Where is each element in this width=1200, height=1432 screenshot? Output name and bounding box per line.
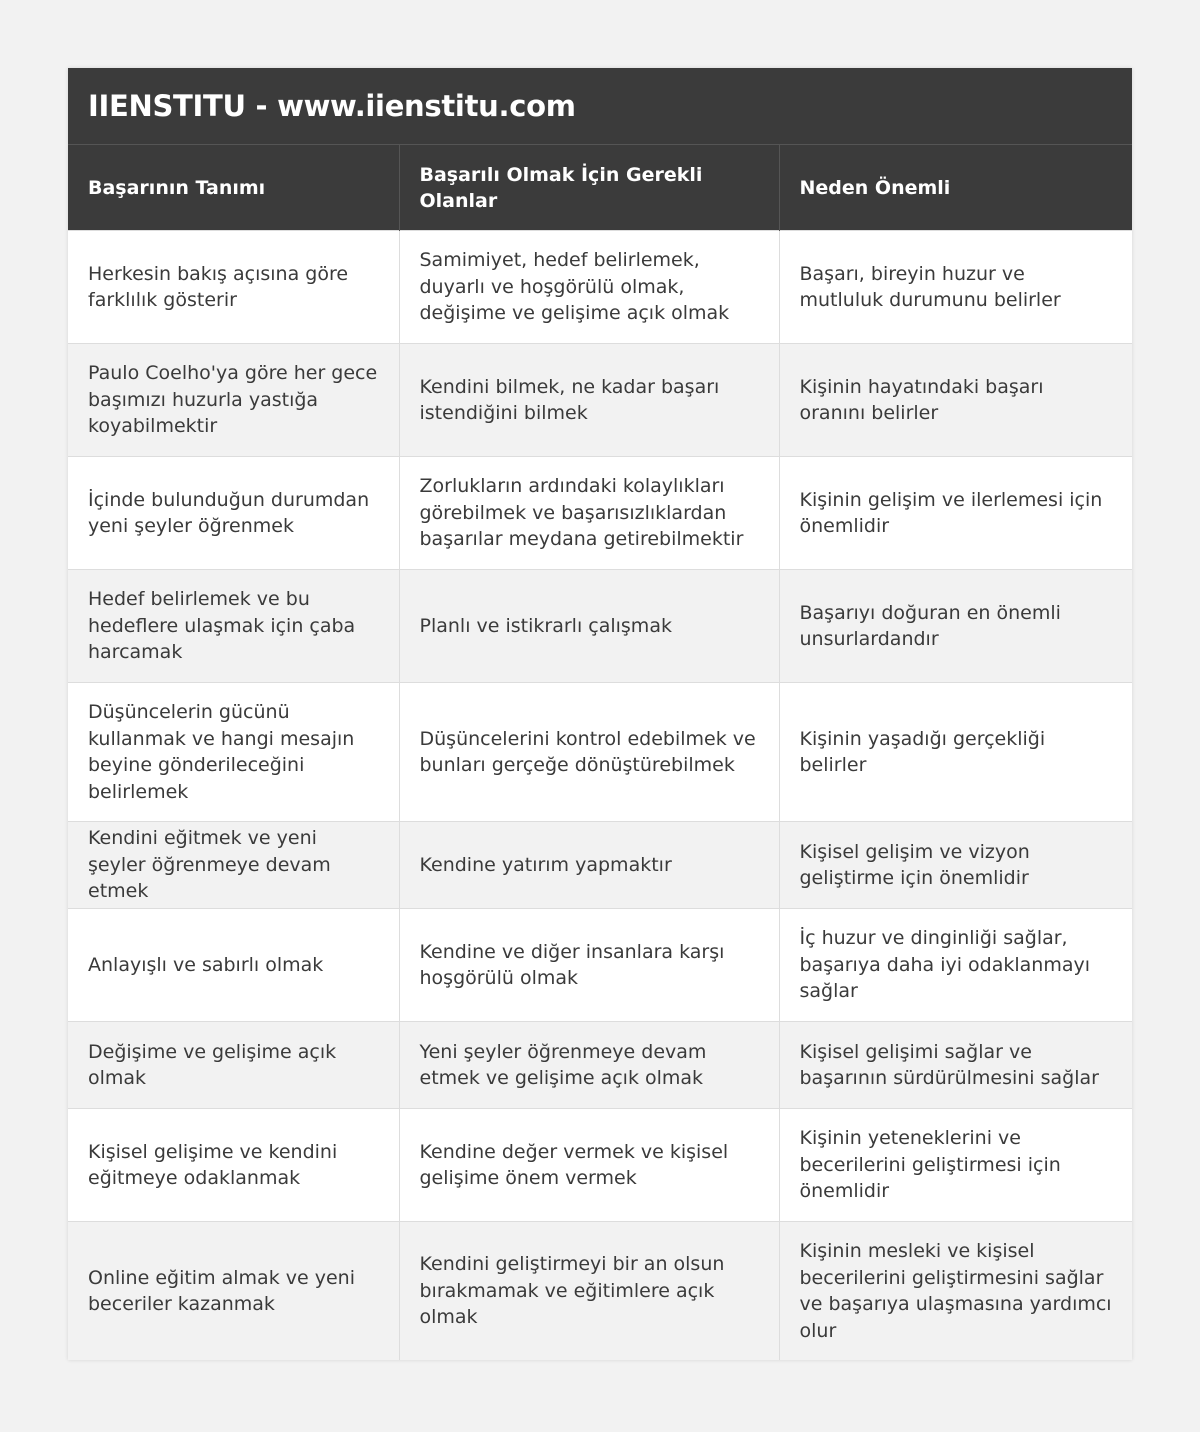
table-cell: İçinde bulunduğun durumdan yeni şeyler öğrenmek bbox=[68, 457, 399, 570]
table-row bbox=[68, 1109, 1132, 1222]
table-cell: Kişinin yaşadığı gerçekliği belirler bbox=[779, 683, 1132, 822]
table-cell: Zorlukların ardındaki kolaylıkları görebilmek ve başarısızlıklardan başarılar meydana getirebilmektir bbox=[399, 457, 779, 570]
table-row bbox=[68, 570, 1132, 683]
table-row bbox=[68, 683, 1132, 822]
table-cell: Anlayışlı ve sabırlı olmak bbox=[68, 909, 399, 1022]
table-row bbox=[68, 1022, 1132, 1109]
table-cell: Başarıyı doğuran en önemli unsurlardandır bbox=[779, 570, 1132, 683]
table-cell: Kişinin mesleki ve kişisel becerilerini geliştirmesini sağlar ve başarıya ulaşmasına yardımcı olur bbox=[779, 1222, 1132, 1361]
data-table bbox=[68, 145, 1132, 1360]
table-row bbox=[68, 457, 1132, 570]
table-cell: Kendini geliştirmeyi bir an olsun bırakmamak ve eğitimlere açık olmak bbox=[399, 1222, 779, 1361]
table-cell: Kişisel gelişimi sağlar ve başarının sürdürülmesini sağlar bbox=[779, 1022, 1132, 1109]
table-row bbox=[68, 231, 1132, 344]
table-cell: Paulo Coelho'ya göre her gece başımızı huzurla yastığa koyabilmektir bbox=[68, 344, 399, 457]
table-cell: Planlı ve istikrarlı çalışmak bbox=[399, 570, 779, 683]
table-cell: Değişime ve gelişime açık olmak bbox=[68, 1022, 399, 1109]
table-row bbox=[68, 909, 1132, 1022]
table-cell: Herkesin bakış açısına göre farklılık gösterir bbox=[68, 231, 399, 344]
title-bar bbox=[68, 68, 1132, 145]
column-header: Başarılı Olmak İçin Gerekli Olanlar bbox=[399, 145, 779, 231]
table-cell: Kişisel gelişim ve vizyon geliştirme için önemlidir bbox=[779, 822, 1132, 909]
table-cell: Online eğitim almak ve yeni beceriler kazanmak bbox=[68, 1222, 399, 1361]
table-cell: Hedef belirlemek ve bu hedeflere ulaşmak için çaba harcamak bbox=[68, 570, 399, 683]
table-cell: Kendini eğitmek ve yeni şeyler öğrenmeye devam etmek bbox=[68, 822, 399, 909]
table-cell: Kişisel gelişime ve kendini eğitmeye odaklanmak bbox=[68, 1109, 399, 1222]
table-row bbox=[68, 1222, 1132, 1361]
table-cell: Kendine değer vermek ve kişisel gelişime önem vermek bbox=[399, 1109, 779, 1222]
table-cell: İç huzur ve dinginliği sağlar, başarıya daha iyi odaklanmayı sağlar bbox=[779, 909, 1132, 1022]
table-cell: Samimiyet, hedef belirlemek, duyarlı ve hoşgörülü olmak, değişime ve gelişime açık olmak bbox=[399, 231, 779, 344]
header-row bbox=[68, 145, 1132, 231]
table-cell: Başarı, bireyin huzur ve mutluluk durumunu belirler bbox=[779, 231, 1132, 344]
table-row bbox=[68, 344, 1132, 457]
table-cell: Yeni şeyler öğrenmeye devam etmek ve gelişime açık olmak bbox=[399, 1022, 779, 1109]
table-card bbox=[68, 68, 1132, 1360]
table-cell: Kendine yatırım yapmaktır bbox=[399, 822, 779, 909]
page-title: IIENSTITU - www.iienstitu.com bbox=[88, 89, 576, 123]
table-cell: Kendine ve diğer insanlara karşı hoşgörülü olmak bbox=[399, 909, 779, 1022]
column-header: Başarının Tanımı bbox=[68, 145, 399, 231]
table-cell: Kişinin yeteneklerini ve becerilerini geliştirmesi için önemlidir bbox=[779, 1109, 1132, 1222]
table-cell: Düşüncelerin gücünü kullanmak ve hangi mesajın beyine gönderileceğini belirlemek bbox=[68, 683, 399, 822]
table-cell: Düşüncelerini kontrol edebilmek ve bunları gerçeğe dönüştürebilmek bbox=[399, 683, 779, 822]
table-cell: Kendini bilmek, ne kadar başarı istendiğini bilmek bbox=[399, 344, 779, 457]
table-cell: Kişinin gelişim ve ilerlemesi için önemlidir bbox=[779, 457, 1132, 570]
column-header: Neden Önemli bbox=[779, 145, 1132, 231]
table-row bbox=[68, 822, 1132, 909]
table-cell: Kişinin hayatındaki başarı oranını belirler bbox=[779, 344, 1132, 457]
